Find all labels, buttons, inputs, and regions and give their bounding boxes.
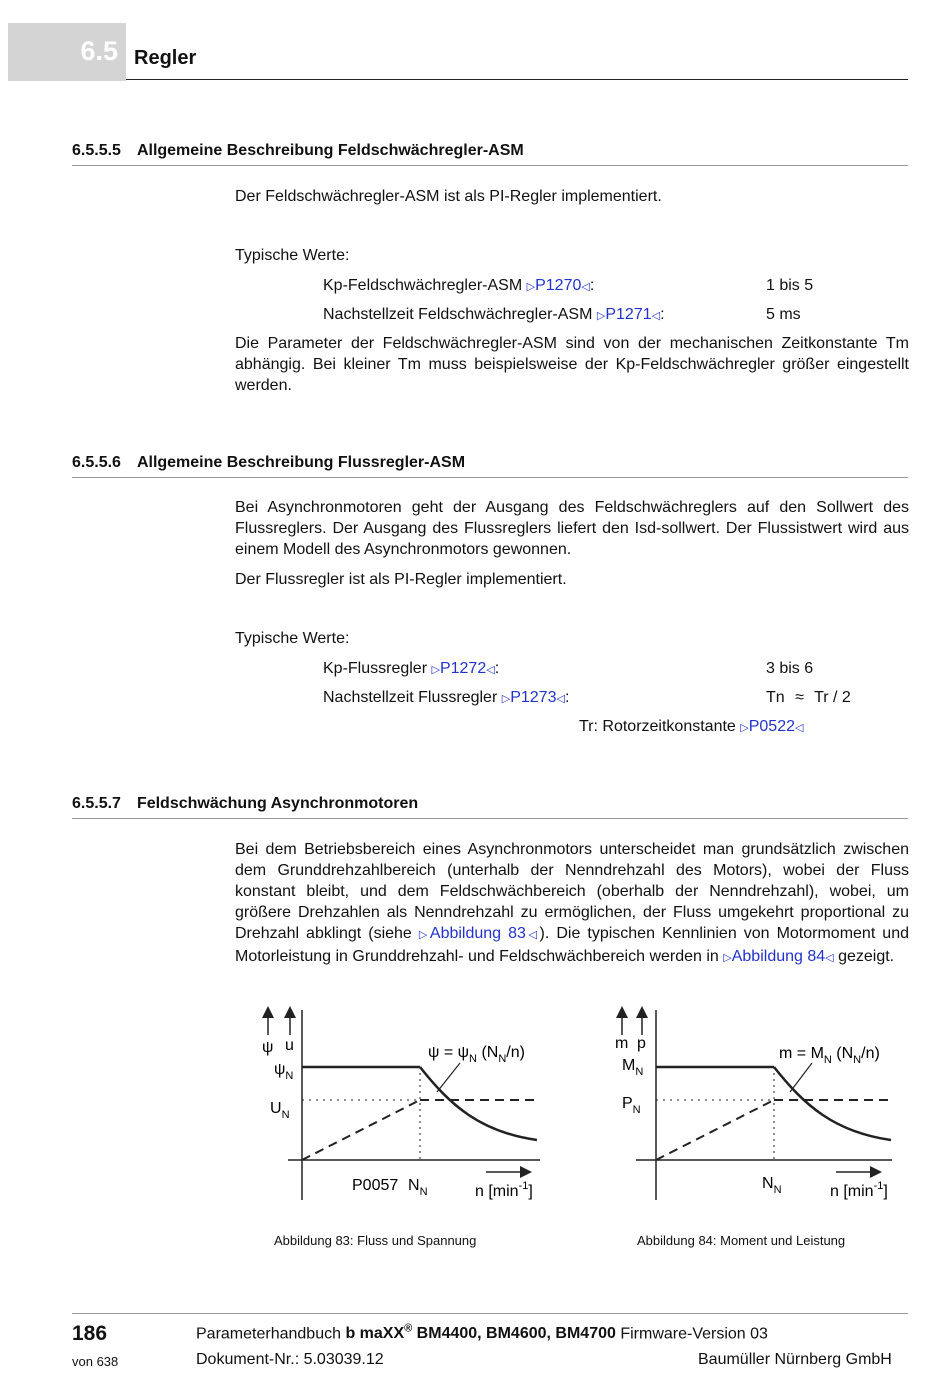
n-n-label: $N_N$	[408, 1177, 428, 1198]
power-ramp-line	[656, 1100, 774, 1160]
link-close-icon: ◁	[795, 722, 804, 734]
text: ). Die typischen Kennlinien von Motormoment und Motorleistung in Grunddrehzahl- und Feldschwächbereich werden in	[235, 925, 909, 965]
chapter-number: 6.5	[80, 36, 118, 66]
section-rule	[72, 165, 908, 166]
param-link-p0522[interactable]: P0522	[748, 718, 795, 735]
param-link-p1270[interactable]: P1270	[535, 277, 582, 294]
company-name: Baumüller Nürnberg GmbH	[698, 1351, 892, 1368]
param-label: Nachstellzeit Flussregler	[323, 689, 498, 706]
x-param-label: P0057	[352, 1177, 399, 1194]
chapter-title: Regler	[134, 47, 197, 69]
paragraph: Der Feldschwächregler-ASM ist als PI-Regler implementiert.	[235, 188, 662, 205]
brand: b maXX	[345, 1325, 405, 1343]
link-open-icon: ▷	[526, 281, 536, 293]
link-close-icon: ◁	[825, 952, 834, 964]
param-row: Kp-Feldschwächregler-ASM ▷P1270◁:	[323, 277, 595, 294]
param-link-p1273[interactable]: P1273	[510, 689, 557, 706]
note-label: Tr: Rotorzeitkonstante	[579, 718, 736, 735]
registered-mark: ®	[404, 1323, 413, 1335]
param-label: Kp-Flussregler	[323, 660, 428, 677]
text: gezeigt.	[833, 948, 895, 965]
n-n-label: $N_N$	[762, 1175, 782, 1196]
value-tn: Tn	[766, 689, 785, 706]
flux-formula: $\psi = \psi_N$ $(N_N/n)$	[428, 1044, 525, 1065]
flux-decay-curve	[420, 1067, 537, 1140]
link-close-icon: ◁	[525, 929, 540, 941]
typical-values-label: Typische Werte:	[235, 247, 350, 264]
param-row: Nachstellzeit Flussregler ▷P1273◁:	[323, 689, 570, 706]
note-row	[579, 716, 803, 739]
section-title: Allgemeine Beschreibung Feldschwächregler-ASM	[136, 142, 524, 159]
section-rule	[72, 477, 908, 478]
page-count: von 638	[72, 1354, 119, 1369]
section-number: 6.5.5.6	[72, 454, 121, 471]
paragraph	[235, 839, 909, 969]
x-axis-label: n $[\min^{-1}]$	[475, 1180, 533, 1200]
param-label: Nachstellzeit Feldschwächregler-ASM	[323, 306, 593, 323]
value-tr: Tr / 2	[814, 689, 851, 706]
link-close-icon: ◁	[486, 664, 495, 676]
param-row: Nachstellzeit Feldschwächregler-ASM ▷P1271◁:	[323, 306, 665, 323]
param-link-p1271[interactable]: P1271	[605, 306, 652, 323]
section-title: Allgemeine Beschreibung Flussregler-ASM	[136, 454, 466, 471]
link-close-icon: ◁	[581, 281, 590, 293]
param-value: 5 ms	[766, 306, 801, 323]
psi-n-label: $\psi_N$	[274, 1061, 294, 1082]
page-number: 186	[72, 1322, 108, 1345]
section-rule	[72, 818, 908, 819]
p-n-label: $P_N$	[622, 1095, 641, 1116]
section-heading-6555	[72, 142, 524, 160]
approx-symbol: ≈	[795, 689, 804, 706]
section-heading-6556	[72, 454, 465, 472]
firmware-version: Firmware-Version 03	[615, 1325, 768, 1343]
figure-83-flux-voltage	[250, 1000, 560, 1210]
document-number: Dokument-Nr.: 5.03039.12	[196, 1351, 384, 1368]
section-number: 6.5.5.7	[72, 795, 121, 812]
footer-rule	[72, 1313, 908, 1314]
param-link-p1272[interactable]: P1272	[439, 660, 487, 677]
param-value: 3 bis 6	[766, 660, 814, 677]
paragraph: Die Parameter der Feldschwächregler-ASM sind von der mechanischen Zeitkonstante Tm abhängig. Bei kleiner Tm muss beispielsweise der Kp-Feldschwächregler größer eingestellt werden.	[235, 335, 909, 394]
typical-values-label: Typische Werte:	[235, 630, 350, 647]
figure-link-84[interactable]: Abbildung 84	[731, 948, 826, 965]
y-label-m: m	[615, 1035, 629, 1052]
torque-decay-curve	[774, 1067, 891, 1140]
param-row: Kp-Flussregler ▷P1272◁:	[323, 660, 500, 677]
product-models: BM4400, BM4600, BM4700	[412, 1325, 616, 1343]
paragraph: Bei Asynchronmotoren geht der Ausgang des Feldschwächreglers auf den Sollwert des Flussreglers. Der Ausgang des Flussreglers liefert den Isd-sollwert. Der Flussistwert wird aus einem Modell des Asynchronmotors gewonnen.	[235, 499, 909, 558]
link-close-icon: ◁	[556, 693, 565, 705]
x-axis-label: n $[\min^{-1}]$	[830, 1180, 888, 1200]
text: Parameterhandbuch	[196, 1325, 346, 1343]
param-label: Kp-Feldschwächregler-ASM	[323, 277, 523, 294]
formula-pointer	[437, 1063, 460, 1092]
link-open-icon: ▷	[723, 952, 732, 964]
formula-pointer	[790, 1063, 812, 1092]
voltage-ramp-line	[302, 1100, 420, 1160]
param-value: 1 bis 5	[766, 277, 814, 294]
section-number: 6.5.5.5	[72, 142, 121, 159]
m-n-label: $M_N$	[622, 1057, 644, 1078]
header-rule	[126, 79, 908, 80]
footer-title	[196, 1323, 768, 1343]
y-label-psi: ψ	[262, 1039, 274, 1056]
figure-84-caption: Abbildung 84: Moment und Leistung	[637, 1233, 846, 1248]
text: Bei dem Betriebsbereich eines Asynchronmotors unterscheidet man grundsätzlich zwischen dem Grunddrehzahlbereich (unterhalb der Nenndrehzahl des Motors), wobei der Fluss konstant bleibt, und dem Feldschwächbereich (oberhalb der Nenndrehzahl), wobei, um größere Drehzahlen als Nenndrehzahl zu ermöglichen, der Fluss umgekehrt proportional zu Drehzahl abklingt (siehe	[235, 841, 909, 942]
u-n-label: $U_N$	[270, 1100, 290, 1121]
y-label-p: p	[637, 1035, 646, 1052]
figure-84-torque-power	[612, 1000, 912, 1210]
link-open-icon: ▷	[596, 310, 606, 322]
section-title: Feldschwächung Asynchronmotoren	[136, 795, 419, 812]
y-label-u: u	[285, 1037, 294, 1054]
link-close-icon: ◁	[651, 310, 661, 322]
link-open-icon: ▷	[418, 929, 430, 941]
link-open-icon: ▷	[501, 693, 511, 705]
figure-link-83[interactable]: Abbildung 83	[429, 925, 526, 942]
paragraph: Der Flussregler ist als PI-Regler implementiert.	[235, 571, 567, 588]
figure-83-caption: Abbildung 83: Fluss und Spannung	[274, 1233, 477, 1248]
param-value	[766, 687, 851, 708]
torque-formula: $m = M_N$ $(N_N/n)$	[779, 1045, 880, 1066]
link-open-icon: ▷	[740, 722, 749, 734]
section-heading-6557	[72, 795, 418, 813]
link-open-icon: ▷	[431, 664, 440, 676]
